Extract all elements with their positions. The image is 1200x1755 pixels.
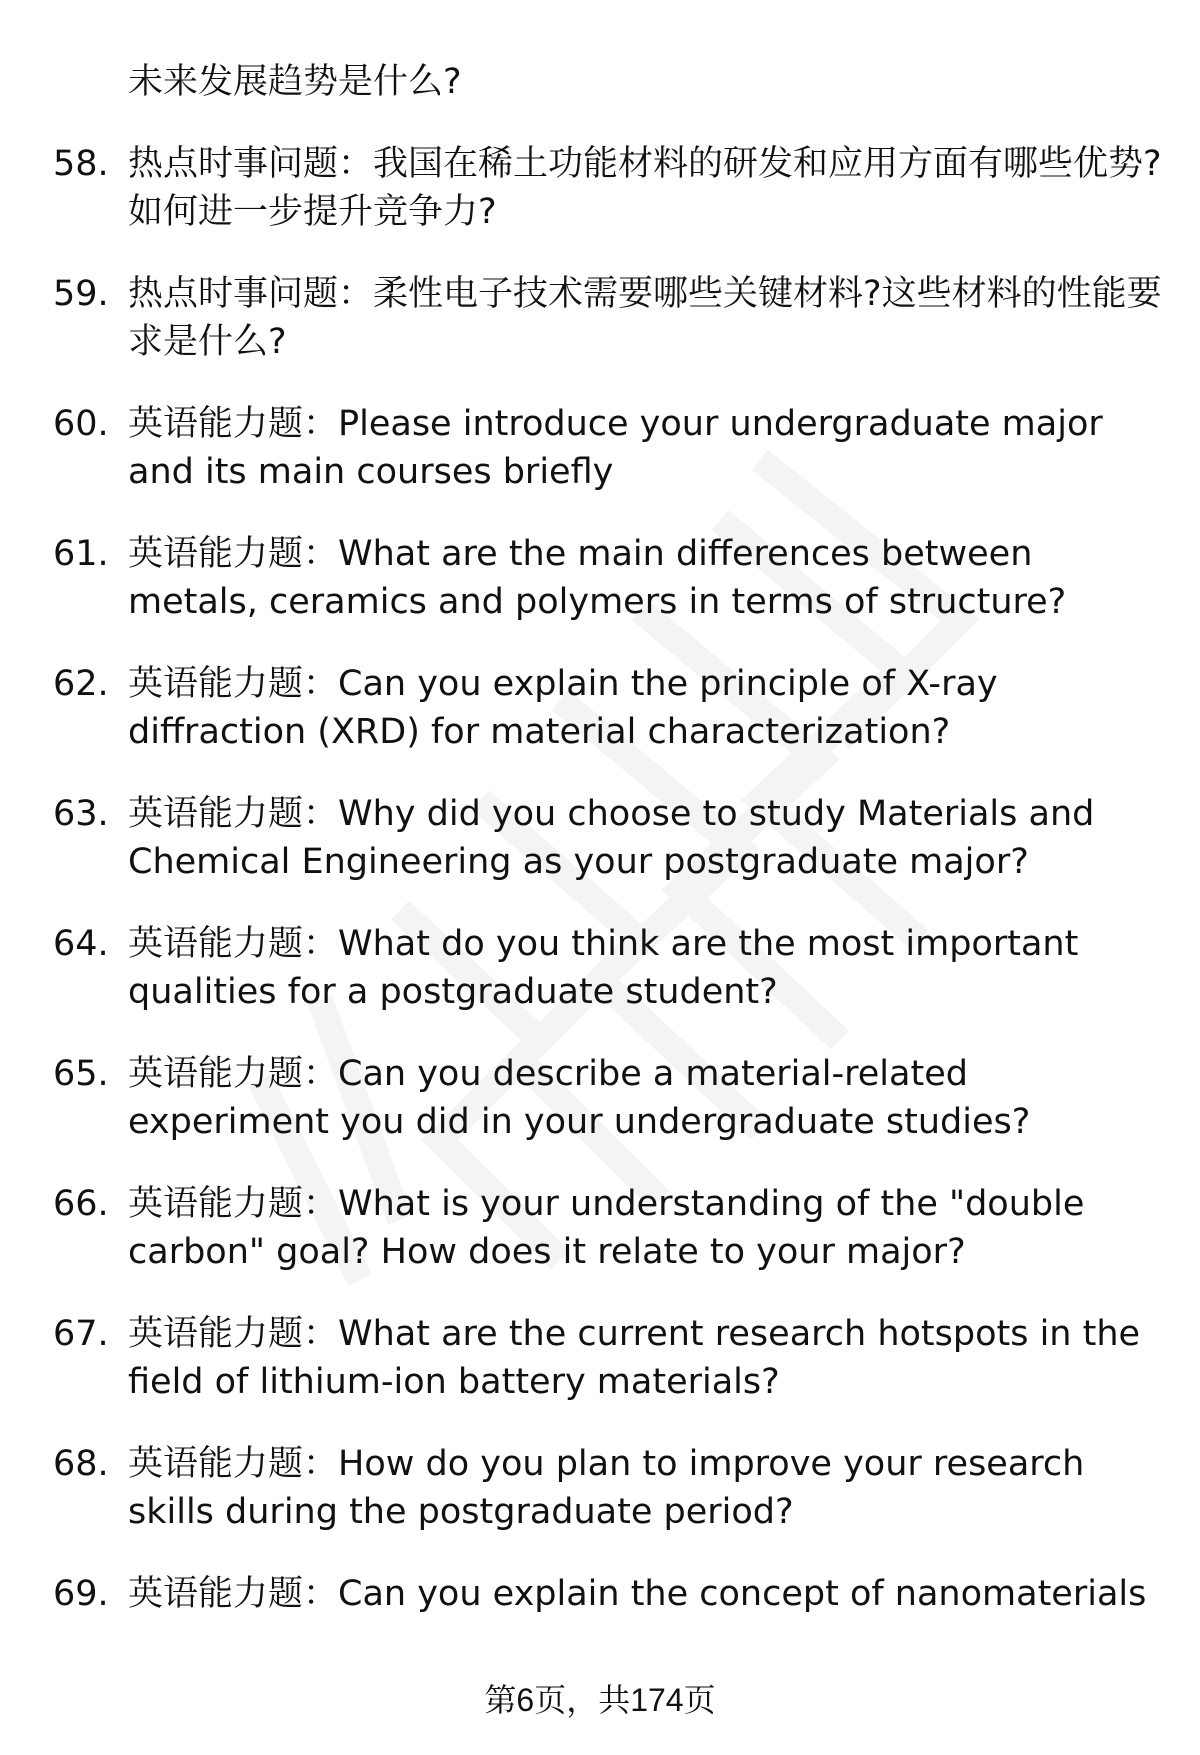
continued-question-text: 未来发展趋势是什么?	[128, 62, 462, 102]
question-item	[53, 1310, 1163, 1406]
question-category: 英语能力题：	[128, 1314, 339, 1354]
question-number: 59.	[53, 274, 109, 314]
question-number: 60.	[53, 404, 109, 444]
question-category: 热点时事问题：	[128, 274, 374, 314]
question-category: 英语能力题：	[128, 664, 339, 704]
question-item	[53, 1050, 1163, 1146]
question-number: 61.	[53, 534, 109, 574]
question-item	[53, 270, 1163, 366]
question-text: Can you explain the principle of X-ray diffraction (XRD) for material characterization?	[128, 664, 998, 752]
question-item	[53, 140, 1163, 236]
question-body	[128, 270, 1163, 366]
question-category: 英语能力题：	[128, 1574, 339, 1614]
question-number: 62.	[53, 664, 109, 704]
question-text: 柔性电子技术需要哪些关键材料?这些材料的性能要求是什么?	[128, 274, 1162, 362]
question-text: What are the current research hotspots in the field of lithium-ion battery materials?	[128, 1314, 1141, 1402]
question-body	[128, 1570, 1163, 1618]
question-body	[128, 1180, 1163, 1276]
question-body	[128, 530, 1163, 626]
question-item	[53, 660, 1163, 756]
question-text: Can you describe a material-related experiment you did in your undergraduate studies?	[128, 1054, 1031, 1142]
question-number: 69.	[53, 1574, 109, 1614]
question-text: How do you plan to improve your research skills during the postgraduate period?	[128, 1444, 1085, 1532]
question-item	[53, 1180, 1163, 1276]
question-item	[53, 1440, 1163, 1536]
question-body	[128, 1310, 1163, 1406]
question-number: 63.	[53, 794, 109, 834]
question-category: 英语能力题：	[128, 794, 339, 834]
question-text: What are the main differences between metals, ceramics and polymers in terms of structure?	[128, 534, 1067, 622]
question-text: What do you think are the most important qualities for a postgraduate student?	[128, 924, 1079, 1012]
question-list	[53, 58, 1163, 1652]
question-body	[128, 1050, 1163, 1146]
question-number: 64.	[53, 924, 109, 964]
question-item	[53, 400, 1163, 496]
question-item	[53, 1570, 1163, 1618]
question-item	[53, 530, 1163, 626]
question-category: 英语能力题：	[128, 404, 339, 444]
question-text: Please introduce your undergraduate major and its main courses briefly	[128, 404, 1103, 492]
question-number: 65.	[53, 1054, 109, 1094]
question-text: 我国在稀土功能材料的研发和应用方面有哪些优势?如何进一步提升竞争力?	[128, 144, 1162, 232]
question-number: 67.	[53, 1314, 109, 1354]
question-body	[128, 790, 1163, 886]
question-category: 英语能力题：	[128, 1184, 339, 1224]
question-category: 英语能力题：	[128, 1054, 339, 1094]
page-indicator: 第6页，共174页	[484, 1682, 716, 1718]
question-body	[128, 140, 1163, 236]
question-number: 66.	[53, 1184, 109, 1224]
question-text: Why did you choose to study Materials and Chemical Engineering as your postgraduate major?	[128, 794, 1095, 882]
question-body	[128, 400, 1163, 496]
question-category: 英语能力题：	[128, 1444, 339, 1484]
question-number: 68.	[53, 1444, 109, 1484]
question-category: 英语能力题：	[128, 924, 339, 964]
question-item	[53, 790, 1163, 886]
question-body	[128, 660, 1163, 756]
question-body	[128, 920, 1163, 1016]
question-category: 英语能力题：	[128, 534, 339, 574]
question-body	[128, 1440, 1163, 1536]
question-item	[53, 920, 1163, 1016]
question-category: 热点时事问题：	[128, 144, 374, 184]
question-text: What is your understanding of the "double carbon" goal? How does it relate to your major?	[128, 1184, 1085, 1272]
question-text: Can you explain the concept of nanomaterials	[338, 1574, 1147, 1614]
question-number: 58.	[53, 144, 109, 184]
